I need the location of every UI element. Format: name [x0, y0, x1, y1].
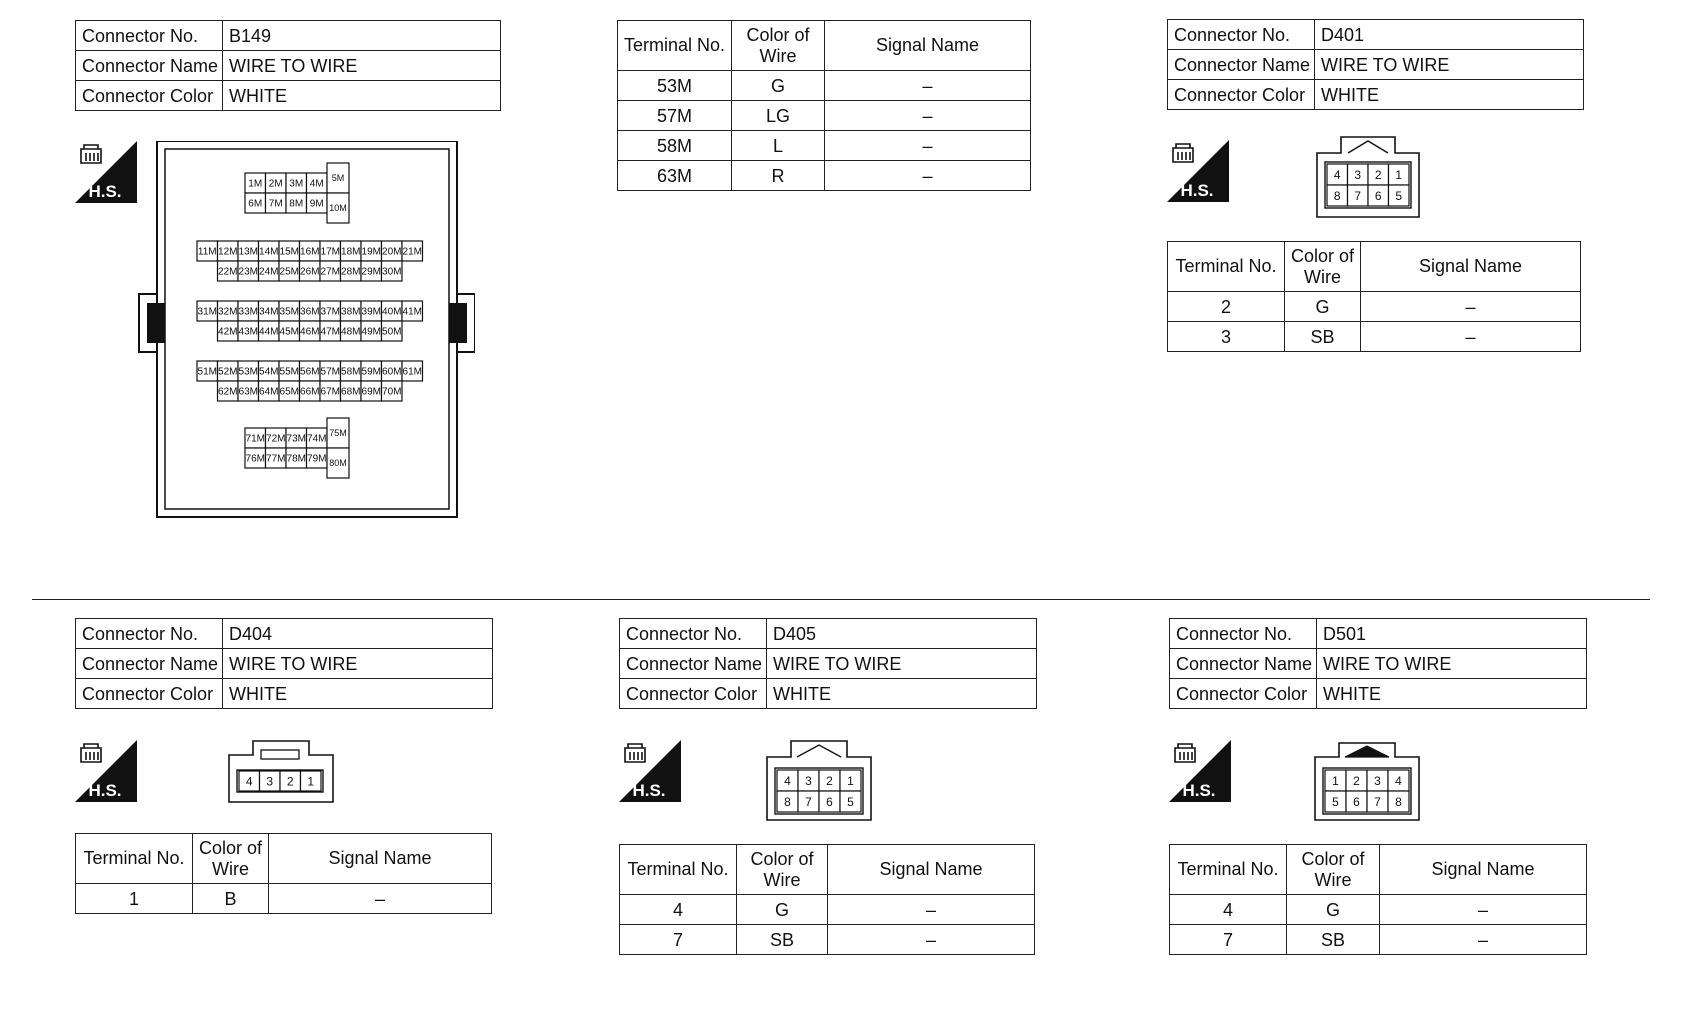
- terminal-label: 6M: [248, 198, 263, 210]
- terminal-label: 7: [1374, 794, 1381, 809]
- terminal-label: 20M: [382, 246, 402, 258]
- terminal-label: 69M: [361, 386, 381, 398]
- terminal-label: 52M: [218, 366, 238, 378]
- terminal-label: 8: [784, 794, 791, 809]
- connector-no-value: D501: [1317, 619, 1587, 649]
- terminal-label: 24M: [259, 266, 279, 278]
- connector-color-label: Connector Color: [76, 81, 223, 111]
- terminal-label: 14M: [259, 246, 279, 258]
- terminal-label: 1: [1332, 773, 1339, 788]
- terminal-label: 79M: [307, 453, 327, 465]
- terminal-label: 1: [307, 774, 315, 789]
- terminal-label: 25M: [279, 266, 299, 278]
- harness-side-icon: [1167, 140, 1229, 202]
- terminal-label: 3: [266, 774, 274, 789]
- terminal-label: 56M: [300, 366, 320, 378]
- terminal-label: 73M: [286, 433, 306, 445]
- connector-name-value: WIRE TO WIRE: [223, 51, 501, 81]
- connector-color-label: Connector Color: [620, 679, 767, 709]
- d405-connector-face: [765, 740, 873, 822]
- harness-side-icon: [75, 141, 137, 203]
- connector-color-value: WHITE: [767, 679, 1037, 709]
- b149-terminal-grid: [197, 163, 423, 478]
- connector-color-label: Connector Color: [1170, 679, 1317, 709]
- terminal-label: 2: [1353, 773, 1360, 788]
- terminal-label: 4: [784, 773, 791, 788]
- connector-name-value: WIRE TO WIRE: [223, 649, 493, 679]
- terminal-label: 36M: [300, 306, 320, 318]
- terminal-label: 11M: [197, 246, 217, 258]
- terminal-label: 4: [1395, 773, 1402, 788]
- connector-color-label: Connector Color: [76, 679, 223, 709]
- color-of-wire-header: Color of Wire: [193, 834, 269, 884]
- terminal-no-header: Terminal No.: [76, 834, 193, 884]
- connector-name-label: Connector Name: [76, 51, 223, 81]
- terminal-label: 33M: [238, 306, 258, 318]
- terminal-label: 74M: [307, 433, 327, 445]
- table-row: 53M G –: [618, 71, 1031, 101]
- connector-no-value: D401: [1315, 20, 1584, 50]
- terminal-label: 40M: [382, 306, 402, 318]
- harness-side-icon: [619, 740, 681, 802]
- terminal-label: 47M: [320, 326, 340, 338]
- terminal-label: 67M: [320, 386, 340, 398]
- terminal-label: 23M: [238, 266, 258, 278]
- terminal-label: 7M: [268, 198, 283, 210]
- connector-info-table-d404: [75, 618, 493, 709]
- terminal-label: 63M: [238, 386, 258, 398]
- color-of-wire-header: Color of Wire: [1287, 845, 1380, 895]
- terminal-label: 8: [1333, 188, 1341, 203]
- terminal-label: 70M: [382, 386, 402, 398]
- connector-no-value: B149: [223, 21, 501, 51]
- terminal-label: 78M: [286, 453, 306, 465]
- terminal-label: 53M: [238, 366, 258, 378]
- table-row: 3 SB –: [1168, 322, 1581, 352]
- terminal-label: 3: [1374, 773, 1381, 788]
- terminal-label: 64M: [259, 386, 279, 398]
- connector-name-value: WIRE TO WIRE: [1317, 649, 1587, 679]
- connector-color-value: WHITE: [1317, 679, 1587, 709]
- terminal-label: 43M: [238, 326, 258, 338]
- connector-name-value: WIRE TO WIRE: [767, 649, 1037, 679]
- terminal-table-b149: [617, 20, 1031, 191]
- connector-color-label: Connector Color: [1168, 80, 1315, 110]
- terminal-label: 5: [1395, 188, 1403, 203]
- signal-name-header: Signal Name: [825, 21, 1031, 71]
- terminal-label: 2M: [268, 178, 283, 190]
- connector-no-value: D404: [223, 619, 493, 649]
- table-row: 58M L –: [618, 131, 1031, 161]
- terminal-label: 19M: [361, 246, 381, 258]
- terminal-label: 16M: [300, 246, 320, 258]
- terminal-label: 80M: [329, 458, 347, 469]
- terminal-label: 30M: [382, 266, 402, 278]
- connector-info-table-b149: [75, 20, 501, 111]
- terminal-no-header: Terminal No.: [620, 845, 737, 895]
- terminal-label: 6: [826, 794, 833, 809]
- terminal-label: 4M: [309, 178, 324, 190]
- table-row: 1 B –: [76, 884, 492, 914]
- terminal-label: 8: [1395, 794, 1402, 809]
- terminal-label: 51M: [197, 366, 217, 378]
- connector-no-label: Connector No.: [1168, 20, 1315, 50]
- terminal-label: 49M: [361, 326, 381, 338]
- terminal-label: 61M: [402, 366, 422, 378]
- terminal-label: 59M: [361, 366, 381, 378]
- d401-terminal-grid: [1327, 164, 1409, 206]
- terminal-label: 54M: [259, 366, 279, 378]
- terminal-no-header: Terminal No.: [1168, 242, 1285, 292]
- connector-color-value: WHITE: [223, 81, 501, 111]
- b149-connector-face: [137, 141, 475, 521]
- terminal-label: 7: [805, 794, 812, 809]
- terminal-label: 1: [847, 773, 854, 788]
- terminal-label: 1M: [248, 178, 263, 190]
- svg-text:H.S.: H.S.: [1182, 781, 1216, 800]
- terminal-label: 39M: [361, 306, 381, 318]
- terminal-label: 76M: [245, 453, 265, 465]
- terminal-table-d405: [619, 844, 1035, 955]
- hs-label: H.S.: [88, 182, 122, 201]
- connector-name-label: Connector Name: [620, 649, 767, 679]
- connector-no-value: D405: [767, 619, 1037, 649]
- terminal-label: 10M: [329, 203, 347, 214]
- color-of-wire-header: Color of Wire: [737, 845, 828, 895]
- d501-connector-face: [1313, 742, 1421, 824]
- terminal-label: 6: [1353, 794, 1360, 809]
- terminal-label: 7: [1354, 188, 1362, 203]
- terminal-label: 75M: [329, 428, 347, 439]
- terminal-label: 29M: [361, 266, 381, 278]
- terminal-label: 58M: [341, 366, 361, 378]
- terminal-table-d401: [1167, 241, 1581, 352]
- terminal-label: 35M: [279, 306, 299, 318]
- terminal-label: 50M: [382, 326, 402, 338]
- terminal-label: 48M: [341, 326, 361, 338]
- d404-connector-face: [227, 740, 335, 804]
- table-row: 63M R –: [618, 161, 1031, 191]
- terminal-label: 8M: [289, 198, 304, 210]
- terminal-label: 9M: [309, 198, 324, 210]
- connector-no-label: Connector No.: [1170, 619, 1317, 649]
- terminal-label: 45M: [279, 326, 299, 338]
- terminal-label: 3M: [289, 178, 304, 190]
- terminal-label: 17M: [320, 246, 340, 258]
- terminal-label: 5: [847, 794, 854, 809]
- terminal-label: 6: [1374, 188, 1382, 203]
- connector-name-label: Connector Name: [76, 649, 223, 679]
- table-row: 57M LG –: [618, 101, 1031, 131]
- terminal-label: 15M: [279, 246, 299, 258]
- terminal-label: 26M: [300, 266, 320, 278]
- terminal-label: 60M: [382, 366, 402, 378]
- terminal-label: 27M: [320, 266, 340, 278]
- connector-no-label: Connector No.: [620, 619, 767, 649]
- terminal-label: 3: [805, 773, 812, 788]
- signal-name-header: Signal Name: [1361, 242, 1581, 292]
- connector-name-label: Connector Name: [1168, 50, 1315, 80]
- connector-no-label: Connector No.: [76, 619, 223, 649]
- terminal-label: 22M: [218, 266, 238, 278]
- terminal-label: 57M: [320, 366, 340, 378]
- terminal-label: 4: [245, 774, 253, 789]
- terminal-label: 5M: [331, 173, 345, 184]
- section-divider: [32, 599, 1650, 600]
- table-row: 2 G –: [1168, 292, 1581, 322]
- terminal-label: 55M: [279, 366, 299, 378]
- table-row: 7 SB –: [1170, 925, 1587, 955]
- connector-info-table-d401: [1167, 19, 1584, 110]
- terminal-label: 28M: [341, 266, 361, 278]
- terminal-label: 13M: [238, 246, 258, 258]
- svg-text:H.S.: H.S.: [632, 781, 666, 800]
- d401-connector-face: [1315, 136, 1421, 218]
- terminal-label: 68M: [341, 386, 361, 398]
- connector-color-value: WHITE: [1315, 80, 1584, 110]
- d405-terminal-grid: [777, 770, 861, 812]
- terminal-label: 66M: [300, 386, 320, 398]
- harness-side-icon: [1169, 740, 1231, 802]
- signal-name-header: Signal Name: [269, 834, 492, 884]
- terminal-label: 12M: [218, 246, 238, 258]
- table-row: 7 SB –: [620, 925, 1035, 955]
- terminal-label: 46M: [300, 326, 320, 338]
- terminal-no-header: Terminal No.: [618, 21, 732, 71]
- d404-terminal-grid: [239, 771, 321, 791]
- harness-side-icon: [75, 740, 137, 802]
- signal-name-header: Signal Name: [1380, 845, 1587, 895]
- d501-terminal-grid: [1325, 770, 1409, 812]
- terminal-label: 42M: [218, 326, 238, 338]
- terminal-table-d501: [1169, 844, 1587, 955]
- svg-text:H.S.: H.S.: [88, 781, 122, 800]
- terminal-label: 1: [1395, 167, 1403, 182]
- terminal-label: 72M: [266, 433, 286, 445]
- terminal-label: 3: [1354, 167, 1362, 182]
- terminal-label: 18M: [341, 246, 361, 258]
- connector-no-label: Connector No.: [76, 21, 223, 51]
- terminal-label: 41M: [402, 306, 422, 318]
- terminal-label: 21M: [402, 246, 422, 258]
- connector-info-table-d501: [1169, 618, 1587, 709]
- terminal-label: 38M: [341, 306, 361, 318]
- color-of-wire-header: Color of Wire: [732, 21, 825, 71]
- terminal-label: 71M: [245, 433, 265, 445]
- terminal-label: 31M: [197, 306, 217, 318]
- terminal-label: 2: [1374, 167, 1382, 182]
- terminal-label: 34M: [259, 306, 279, 318]
- connector-name-label: Connector Name: [1170, 649, 1317, 679]
- terminal-label: 77M: [266, 453, 286, 465]
- terminal-label: 32M: [218, 306, 238, 318]
- terminal-label: 62M: [218, 386, 238, 398]
- table-row: 4 G –: [620, 895, 1035, 925]
- terminal-label: 2: [826, 773, 833, 788]
- terminal-label: 37M: [320, 306, 340, 318]
- table-row: 4 G –: [1170, 895, 1587, 925]
- color-of-wire-header: Color of Wire: [1285, 242, 1361, 292]
- terminal-no-header: Terminal No.: [1170, 845, 1287, 895]
- terminal-label: 44M: [259, 326, 279, 338]
- terminal-label: 65M: [279, 386, 299, 398]
- terminal-label: 4: [1333, 167, 1341, 182]
- connector-color-value: WHITE: [223, 679, 493, 709]
- svg-text:H.S.: H.S.: [1180, 181, 1214, 200]
- signal-name-header: Signal Name: [828, 845, 1035, 895]
- connector-name-value: WIRE TO WIRE: [1315, 50, 1584, 80]
- terminal-label: 5: [1332, 794, 1339, 809]
- terminal-table-d404: [75, 833, 492, 914]
- connector-info-table-d405: [619, 618, 1037, 709]
- terminal-label: 2: [286, 774, 294, 789]
